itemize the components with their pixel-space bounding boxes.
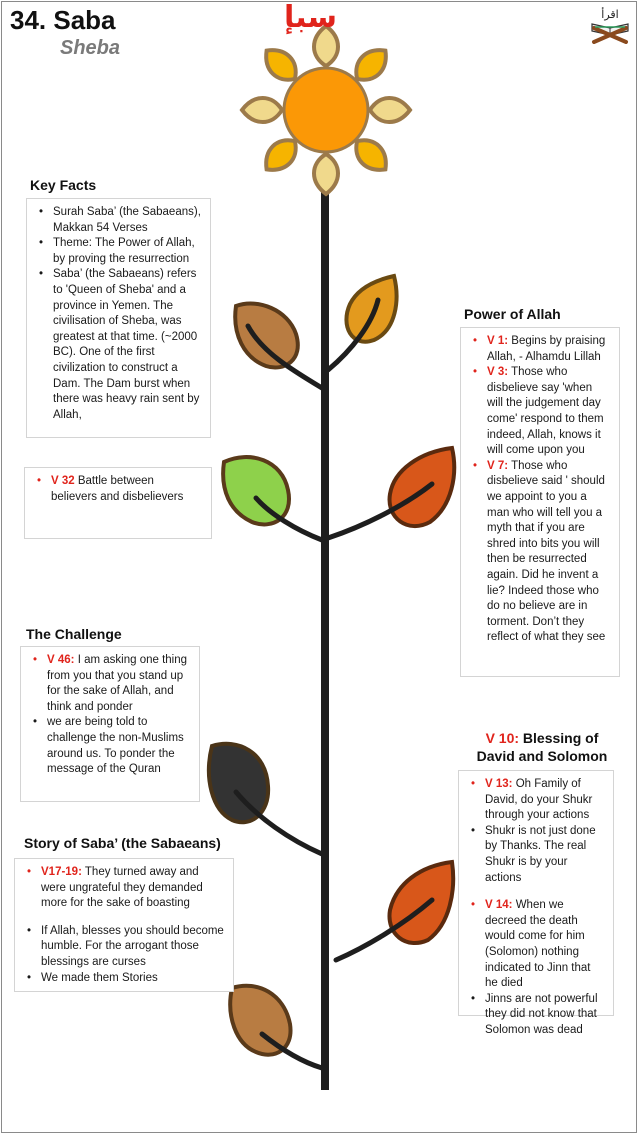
david-box (458, 770, 614, 1036)
leaf-brown-upper-left (235, 304, 322, 388)
challenge-box (20, 646, 200, 802)
power-box (460, 327, 620, 677)
quran-book-icon (588, 4, 632, 44)
story-item: • If Allah, blesses you should become humble. For the arrogant those blessings are curses (23, 924, 225, 971)
leaf-dark-left (209, 744, 322, 854)
leaf-amber-upper-right (328, 276, 397, 370)
arabic-title: سبإ (284, 0, 338, 35)
leaf-brown-bottom-left (230, 986, 322, 1068)
david-item: • V 13: Oh Family of David, do your Shukr through your actions (467, 777, 605, 824)
key-fact-item: • Theme: The Power of Allah, by proving the resurrection (35, 236, 202, 267)
david-item: • V 14: When we decreed the death would come for him (Solomon) nothing indicated to Jinn that he died (467, 898, 605, 992)
story-heading: Story of Saba’ (the Sabaeans) (24, 835, 221, 851)
sunflower-icon (242, 26, 410, 194)
power-heading: Power of Allah (464, 306, 561, 322)
leaf-green-left (223, 457, 322, 540)
power-item: • V 7: Those who disbelieve said ' should we appoint to you a man who will tell you a myth that if you are shred into bits you will then be resurrected again. Did he invent a lie? Indeed those who do no believe are in torment. Don’t they reflect of what they see (469, 459, 611, 646)
story-box (14, 858, 234, 992)
key-facts-box (26, 198, 211, 438)
power-item: • V 3: Those who disbelieve say 'when will the judgement day come' respond to them indeed, Allah, knows it will come upon you (469, 365, 611, 459)
power-item: • V 1: Begins by praising Allah, - Alhamdu Lillah (469, 334, 611, 365)
challenge-heading: The Challenge (26, 626, 122, 642)
leaf-orange-right-lower (336, 862, 453, 960)
leaf-orange-right (328, 448, 454, 538)
david-item: • Shukr is not just done by Thanks. The real Shukr is by your actions (467, 824, 605, 886)
david-item: • Jinns are not powerful they did not know that Solomon was dead (467, 992, 605, 1039)
challenge-item: • V 46: I am asking one thing from you that you stand up for the sake of Allah, and think and ponder (29, 653, 191, 715)
david-heading: V 10: Blessing of David and Solomon (476, 730, 608, 764)
key-fact-item: • Saba’ (the Sabaeans) refers to 'Queen of Sheba' and a province in Yemen. The civilisation of Sheba, was greatest at that time. (~2000 BC). One of the first civilization to construct a Dam. The Dam burst when there was heavy rain sent by Allah, (35, 267, 202, 423)
page-title: 34. Saba (10, 5, 116, 35)
battle-item: • V 32 Battle between believers and disbelievers (33, 474, 203, 505)
battle-box (24, 467, 212, 539)
key-fact-item: • Surah Saba’ (the Sabaeans), Makkan 54 Verses (35, 205, 202, 236)
page-subtitle: Sheba (60, 37, 121, 59)
challenge-item: • we are being told to challenge the non-Muslims around us. To ponder the message of the Quran (29, 715, 191, 777)
story-item: • V17-19: They turned away and were ungrateful they demanded more for the sake of boasting (23, 865, 225, 912)
story-item: • We made them Stories (23, 971, 225, 987)
quran-icon-text: اقرأ (601, 8, 619, 21)
key-facts-heading: Key Facts (30, 177, 97, 193)
